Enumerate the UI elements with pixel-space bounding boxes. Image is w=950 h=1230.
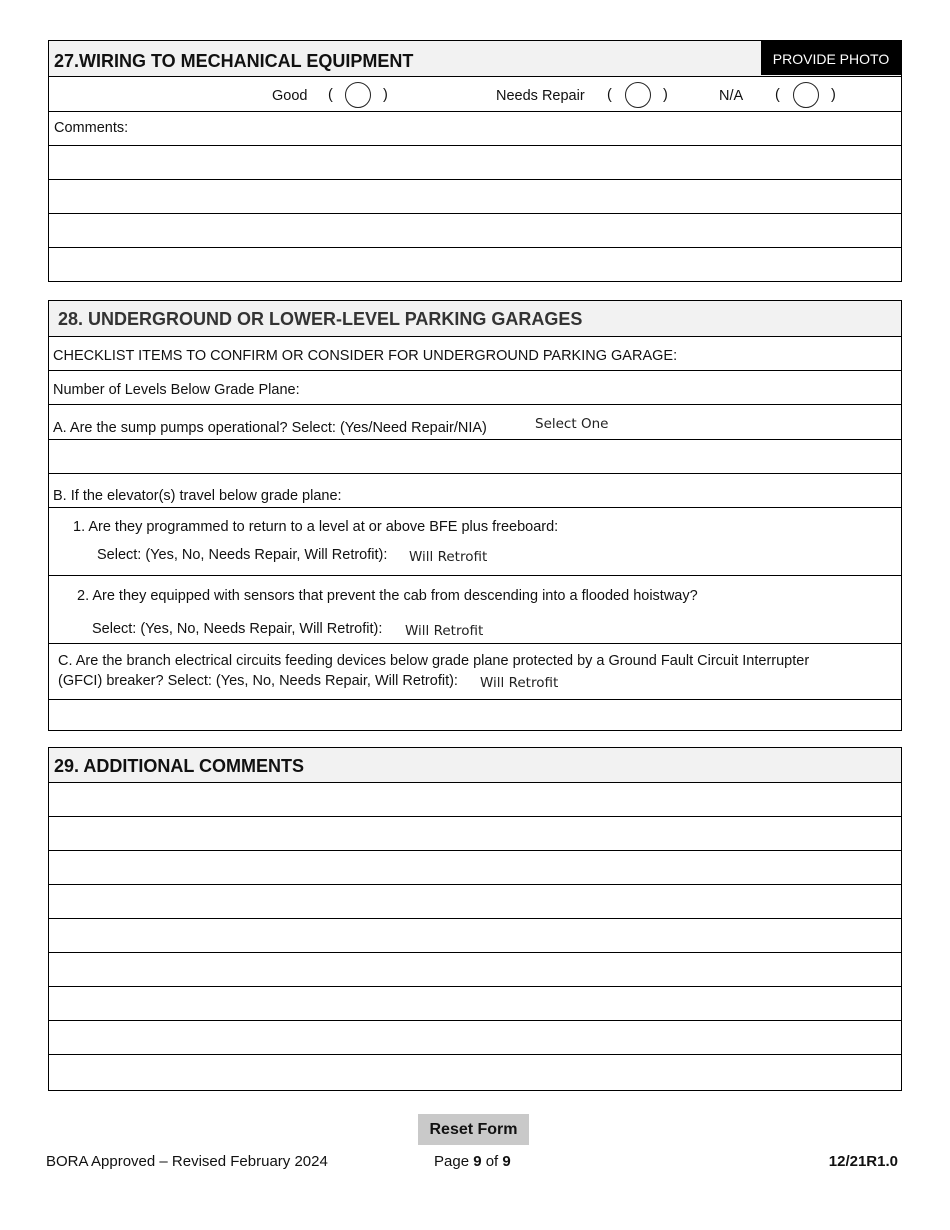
section-28-title: 28. UNDERGROUND OR LOWER-LEVEL PARKING GARAGES [58, 309, 583, 329]
blank-row[interactable] [49, 699, 901, 730]
section-27-header [49, 41, 901, 76]
question-a-row [49, 404, 901, 439]
question-c-line1: C. Are the branch electrical circuits feeding devices below grade plane protected by a Ground Fault Circuit Interrupter [58, 653, 810, 669]
question-b2-select-label: Select: (Yes, No, Needs Repair, Will Retrofit): [92, 621, 383, 637]
gfci-select[interactable]: Will Retrofit [480, 675, 559, 691]
option-good-label: Good [272, 88, 308, 104]
question-c-line2: (GFCI) breaker? Select: (Yes, No, Needs Repair, Will Retrofit): [58, 673, 458, 689]
comment-line[interactable] [49, 782, 901, 816]
comment-line[interactable] [49, 850, 901, 884]
comment-line[interactable] [49, 918, 901, 952]
page-of: of [481, 1153, 503, 1170]
section-29-title: 29. ADDITIONAL COMMENTS [54, 756, 305, 776]
comment-line[interactable] [49, 247, 901, 281]
section-29-header [49, 748, 901, 782]
question-b2-row [49, 575, 901, 643]
reset-form-button[interactable]: Reset Form [418, 1114, 529, 1145]
comment-line[interactable] [49, 884, 901, 918]
question-b1-select-label: Select: (Yes, No, Needs Repair, Will Retrofit): [97, 547, 388, 563]
section-28 [48, 300, 902, 731]
question-a: A. Are the sump pumps operational? Select: (Yes/Need Repair/NIA) [53, 420, 487, 436]
comments-label-row [49, 111, 901, 145]
checklist-intro: CHECKLIST ITEMS TO CONFIRM OR CONSIDER FOR UNDERGROUND PARKING GARAGE: [53, 348, 678, 364]
footer-form-version: 12/21R1.0 [828, 1153, 898, 1170]
comments-label: Comments: [54, 120, 129, 136]
sump-pumps-select[interactable]: Select One [535, 416, 609, 432]
comment-line[interactable] [49, 986, 901, 1020]
comment-line[interactable] [49, 145, 901, 179]
question-b2: 2. Are they equipped with sensors that prevent the cab from descending into a flooded hoistway? [77, 588, 698, 604]
good-radio[interactable] [345, 82, 371, 108]
question-c-row [49, 643, 901, 699]
elevator-sensor-select[interactable]: Will Retrofit [405, 623, 484, 639]
elevator-return-select[interactable]: Will Retrofit [409, 549, 488, 565]
na-radio[interactable] [793, 82, 819, 108]
checklist-intro-row [49, 336, 901, 370]
comment-line[interactable] [49, 1054, 901, 1090]
comment-line[interactable] [49, 179, 901, 213]
section-27 [48, 40, 902, 282]
question-b1-row [49, 507, 901, 575]
page-prefix: Page [434, 1153, 474, 1170]
section-27-title: 27.WIRING TO MECHANICAL EQUIPMENT [54, 51, 414, 71]
comment-line[interactable] [49, 952, 901, 986]
comment-line[interactable] [49, 213, 901, 247]
comment-line[interactable] [49, 1020, 901, 1054]
provide-photo-button[interactable]: PROVIDE PHOTO [761, 41, 901, 75]
section-29 [48, 747, 902, 1091]
option-na-label: N/A [719, 88, 744, 104]
page-total: 9 [502, 1153, 511, 1170]
page-current: 9 [473, 1153, 482, 1170]
levels-row [49, 370, 901, 404]
question-b1: 1. Are they programmed to return to a level at or above BFE plus freeboard: [73, 519, 559, 535]
condition-options-row [49, 76, 901, 111]
footer-approval: BORA Approved – Revised February 2024 [46, 1153, 328, 1170]
open-paren: ( [775, 87, 780, 103]
open-paren: ( [607, 87, 612, 103]
open-paren: ( [328, 87, 333, 103]
needs-repair-radio[interactable] [625, 82, 651, 108]
close-paren: ) [831, 87, 836, 103]
footer-page-number [434, 1153, 511, 1170]
close-paren: ) [383, 87, 388, 103]
comment-line[interactable] [49, 816, 901, 850]
levels-label: Number of Levels Below Grade Plane: [53, 382, 300, 398]
levels-input[interactable] [319, 375, 879, 401]
blank-row[interactable] [49, 439, 901, 473]
question-b: B. If the elevator(s) travel below grade plane: [53, 488, 342, 504]
option-needs-repair-label: Needs Repair [496, 88, 585, 104]
section-28-header [49, 301, 901, 336]
question-b-row [49, 473, 901, 507]
close-paren: ) [663, 87, 668, 103]
